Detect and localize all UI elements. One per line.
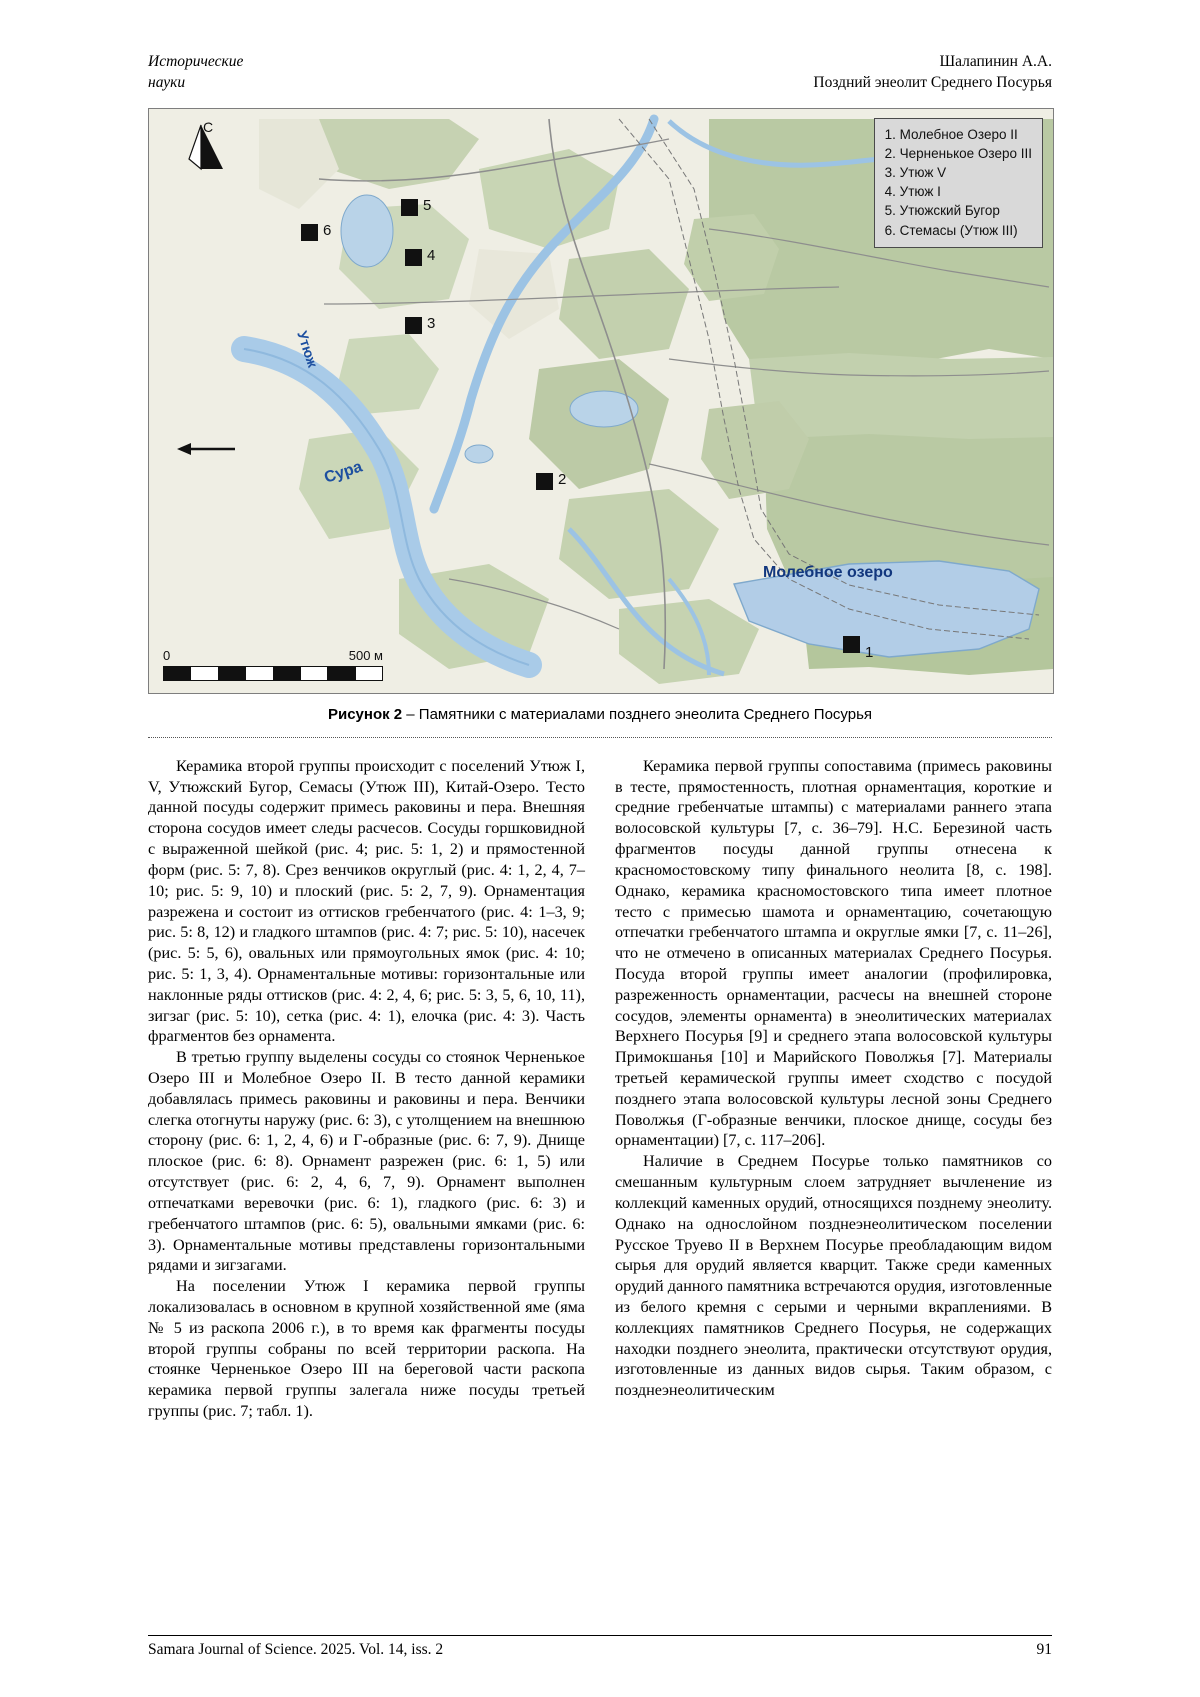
site-marker-1-label: 1 <box>865 643 874 661</box>
map-image <box>148 108 1054 694</box>
running-head <box>148 52 1052 94</box>
map-legend <box>874 118 1043 248</box>
running-head-right <box>813 52 1052 94</box>
scale-bar-graphic <box>163 666 383 681</box>
legend-item-1: 1. Молебное Озеро II <box>884 126 1018 142</box>
flow-direction-arrow-icon <box>177 439 237 459</box>
running-head-section-line2: науки <box>148 73 186 91</box>
column-right <box>615 756 1052 1422</box>
legend-item-4: 4. Утюж I <box>884 184 941 200</box>
legend-item-5: 5. Утюжский Бугор <box>884 203 1000 219</box>
legend-item-6: 6. Стемасы (Утюж III) <box>884 222 1018 238</box>
figure-caption <box>148 706 1052 723</box>
paragraph: Наличие в Среднем Посурье только памятников со смешанным культурным слоем затрудняет вычленение из коллекций каменных орудий, относящихся позднему энеолиту. Однако на однослойном позднеэнеолитическом поселении Русское Труево II в Верхнем Посурье преобладающим видом сырья для орудий является кварцит. Также среди каменных орудий данного памятника встречаются орудия, изготовленные из белого кремня с серыми и черными вкраплениями. В коллекциях памятников Среднего Посурья, не содержащих находки позднего энеолита, практически отсутствуют орудия, изготовленные из данных видов сырья. Таким образом, с позднеэнеолитическим <box>615 1152 1052 1400</box>
site-marker-5-label: 5 <box>423 196 432 214</box>
running-head-left <box>148 52 243 94</box>
site-marker-2 <box>536 473 553 490</box>
figure-2 <box>148 108 1052 723</box>
river-label-utyuzh: Утюж <box>294 328 321 370</box>
legend-item-2: 2. Черненькое Озеро III <box>884 146 1032 161</box>
site-marker-6-label: 6 <box>323 221 332 239</box>
compass-needle-icon <box>185 119 231 173</box>
running-head-article-title: Поздний энеолит Среднего Посурья <box>813 73 1052 91</box>
compass-rose <box>185 119 231 191</box>
site-marker-3 <box>405 317 422 334</box>
compass-north-label: С <box>202 118 214 135</box>
site-marker-6 <box>301 224 318 241</box>
site-marker-4-label: 4 <box>427 246 436 264</box>
paragraph: На поселении Утюж I керамика первой группы локализовалась в основном в крупной хозяйственной яме (яма № 5 из раскопа 2006 г.), в то время как фрагменты посуды второй группы собраны по всей территории раскопа. На стоянке Черненькое Озеро III на береговой части раскопа керамика первой группы залегала ниже посуды третьей группы (рис. 7; табл. 1). <box>148 1277 585 1421</box>
figure-caption-number: Рисунок 2 <box>327 705 403 723</box>
journal-reference: Samara Journal of Science. 2025. Vol. 14, iss. 2 <box>148 1641 444 1658</box>
section-divider <box>148 737 1052 738</box>
column-left <box>148 756 585 1422</box>
page-number: 91 <box>1036 1641 1052 1658</box>
site-marker-2-label: 2 <box>558 470 567 488</box>
river-label-sura: Сура <box>322 458 365 487</box>
figure-caption-text: – Памятники с материалами позднего энеолита Среднего Посурья <box>402 705 873 723</box>
site-marker-1 <box>843 636 860 653</box>
site-marker-5 <box>401 199 418 216</box>
site-marker-3-label: 3 <box>427 314 436 332</box>
paragraph: Керамика второй группы происходит с поселений Утюж I, V, Утюжский Бугор, Семасы (Утюж III), Китай-Озеро. Тесто данной посуды содержит примесь раковины и пера. Внешняя сторона сосудов имеет следы расчесов. Сосуды горшковидной с выраженной шейкой (рис. 4; рис. 5: 1, 2) и прямостенной форм (рис. 5: 7, 8). Срез венчиков округлый (рис. 4: 1, 2, 4, 7–10; рис. 5: 9, 10) и плоский (рис. 5: 2, 7, 9). Орнаментация разрежена и состоит из оттисков гребенчатого (рис. 4: 1–3, 9; рис. 5: 8, 12) и гладкого штампов (рис. 4: 7; рис. 5: 10), насечек (рис. 5: 5, 6), овальных или прямоугольных ямок (рис. 4: 10; рис. 5: 1, 3, 4). Орнаментальные мотивы: горизонтальные или наклонные ряды оттисков (рис. 4: 2, 4, 6; рис. 5: 3, 5, 6, 10, 11), зигзаг (рис. 5: 10), сетка (рис. 4: 1), елочка (рис. 4: 3). Часть фрагментов без орнамента. <box>148 756 585 1046</box>
paragraph: В третью группу выделены сосуды со стоянок Черненькое Озеро III и Молебное Озеро II. В тесто данной керамики добавлялась примесь раковины и раковины и пера. Венчики слегка отогнуты наружу (рис. 6: 3), с утолщением на внешнюю сторону (рис. 6: 1, 2, 4, 6) и Г-образные (рис. 6: 7, 9). Днище плоское (рис. 6: 8). Орнамент разрежен (рис. 6: 1, 5) или отсутствует (рис. 6: 2, 4, 6, 7, 9). Орнамент выполнен отпечатками веревочки (рис. 6: 1), гладкого (рис. 6: 3) и гребенчатого штампов (рис. 6: 5), овальными ямками (рис. 6: 3). Орнаментальные мотивы представлены горизонтальными рядами и зигзагами. <box>148 1048 585 1275</box>
scale-bar <box>163 648 383 681</box>
body-columns <box>148 756 1052 1422</box>
scale-start-label: 0 <box>163 647 171 663</box>
scale-end-label: 500 м <box>348 647 383 663</box>
paragraph: Керамика первой группы сопоставима (примесь раковины в тесте, прямостенность, плотная орнаментация, короткие и средние гребенчатые штампы) с материалами раннего этапа волосовской культуры [7, с. 36–79]. Н.С. Березиной часть фрагментов посуды данной группы отнесена к красномостовскому типу финального неолита [8, с. 198]. Однако, керамика красномостовского типа имеет плотное тесто с примесью шамота и орнаментацию, сочетающую отпечатки гребенчатого штампа и округлые ямки [7, с. 11–26], что не отмечено в описанных материалах Среднего Посурья. Посуда второй группы имеет аналогии (профилировка, разреженность орнаментации, расчесы на внешней стороне сосудов, элементы орнамента) в энеолитических материалах Верхнего Посурья [9] и среднего этапа волосовской культуры Примокшанья [10] и Марийского Поволжья [7]. Материалы третьей керамической группы имеет сходство с посудой позднего этапа волосовской культуры лесной зоны Среднего Поволжья (Г-образные венчики, плоское днище, сосуды без орнаментации) [7, с. 117–206]. <box>615 756 1052 1150</box>
running-head-section-line1: Исторические <box>148 53 244 70</box>
legend-item-3: 3. Утюж V <box>884 165 947 181</box>
site-marker-4 <box>405 249 422 266</box>
running-head-author: Шалапинин А.А. <box>939 53 1052 70</box>
page-footer <box>148 1635 1052 1659</box>
lake-label-molebnoe: Молебное озеро <box>763 563 893 581</box>
